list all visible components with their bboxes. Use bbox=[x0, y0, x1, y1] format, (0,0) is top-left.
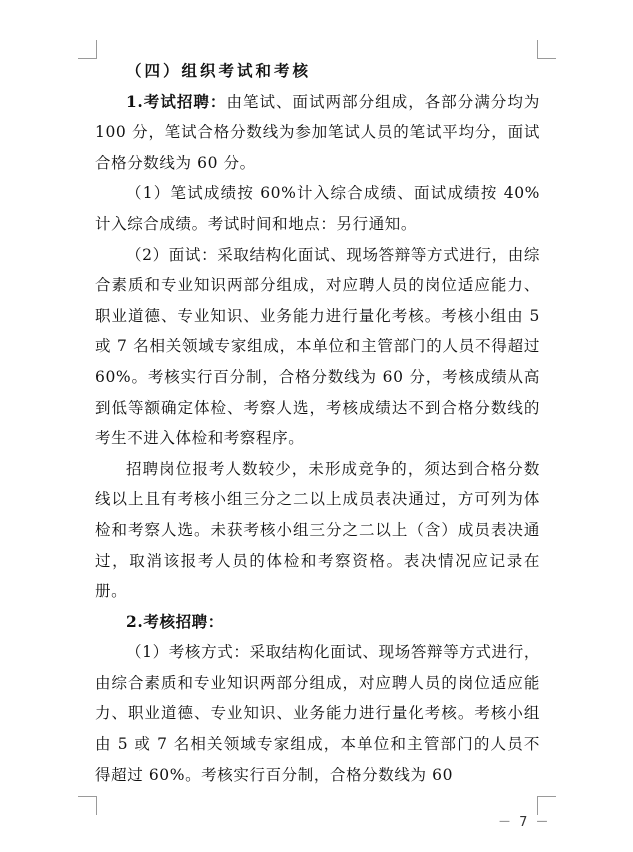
written-exam-paragraph: （1）笔试成绩按 60%计入综合成绩、面试成绩按 40%计入综合成绩。考试时间和地点：另行通知。 bbox=[95, 184, 540, 233]
interview-paragraph: （2）面试：采取结构化面试、现场答辩等方式进行，由综合素质和专业知识两部分组成，对应聘人员的岗位适应能力、职业道德、专业知识、业务能力进行量化考核。考核小组由 5 或 7 名相关领域专家组成，本单位和主管部门的人员不得超过 60%。考核实行百分制，合格分数线为 60 分，考核成绩从高到低等额确定体检、考察人选，考核成绩达不到合格分数线的考生不进入体检和考察程序。 bbox=[95, 245, 540, 448]
exam-recruitment-intro: 由笔试、面试两部分组成，各部分满分均为 100 分，笔试合格分数线为参加笔试人员的笔试平均分，面试合格分数线为 60 分。 bbox=[95, 92, 540, 172]
document-body bbox=[95, 56, 540, 790]
crop-mark-bottom-left bbox=[78, 796, 97, 815]
section-heading: （四）组织考试和考核 bbox=[126, 61, 312, 80]
page-number: － 7 － bbox=[498, 815, 551, 830]
exam-recruitment-lead: 1.考试招聘： bbox=[126, 91, 227, 111]
assessment-recruitment-lead: 2.考核招聘： bbox=[126, 611, 224, 631]
assessment-method-paragraph: （1）考核方式：采取结构化面试、现场答辩等方式进行，由综合素质和专业知识两部分组成，对应聘人员的岗位适应能力、职业道德、专业知识、业务能力进行量化考核。考核小组由 5 或 7 名相关领域专家组成，本单位和主管部门的人员不得超过 60%。考核实行百分制，合格分数线为 60 bbox=[95, 643, 540, 784]
low-competition-note-paragraph: 招聘岗位报考人数较少，未形成竞争的，须达到合格分数线以上且有考核小组三分之二以上成员表决通过，方可列为体检和考察人选。未获考核小组三分之二以上（含）成员表决通过，取消该报考人员的体检和考察资格。表决情况应记录在册。 bbox=[95, 459, 540, 601]
exam-recruitment-paragraph bbox=[95, 87, 540, 179]
